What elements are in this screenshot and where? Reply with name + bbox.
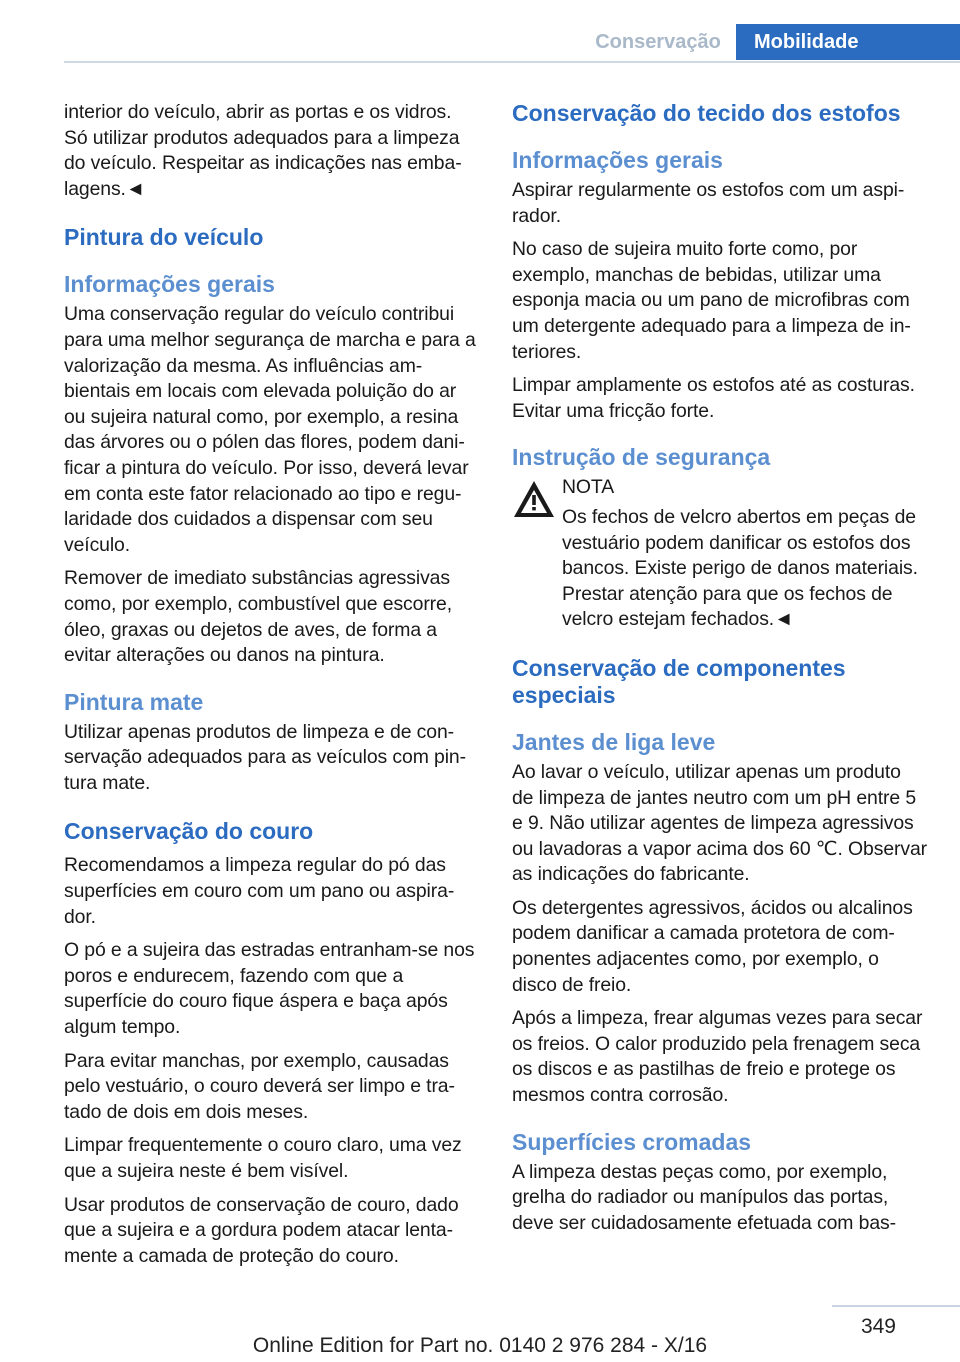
left-column: [64, 100, 479, 1277]
leather-paragraph-4: Limpar frequentemente o couro claro, uma vez que a sujeira neste é bem visível.: [64, 1134, 462, 1182]
alloy-paragraph-3: Após a limpeza, frear algumas vezes para secar os freios. O calor produzido pela frenagem seca os discos e as pastilhas de freio e protege os mesmos contra corrosão.: [512, 1007, 923, 1107]
leather-paragraph-1: Recomendamos a limpeza regular do pó das superfícies em couro com um pano ou aspirador.: [64, 854, 455, 928]
leather-paragraph-5: Usar produtos de conservação de couro, dado que a sujeira e a gordura podem atacar lentamente a camada de proteção do couro.: [64, 1193, 459, 1267]
alloy-paragraph-2: Os detergentes agressivos, ácidos ou alcalinos podem danificar a camada protetora de componentes adjacentes como, por exemplo, o disco de freio.: [512, 896, 913, 996]
fabric-paragraph-2: No caso de sujeira muito forte como, por exemplo, manchas de bebidas, utilizar uma esponja macia ou um pano de microfibras com um detergente adequado para a limpeza de interiores.: [512, 238, 911, 363]
leather-paragraph-3: Para evitar manchas, por exemplo, causadas pelo vestuário, o couro deverá ser limpo e tratado de dois em dois meses.: [64, 1049, 455, 1123]
warning-text: Os fechos de velcro abertos em peças de vestuário podem danificar os estofos dos bancos. Existe perigo de danos materiais. Prestar atenção para que os fechos de velcro estejam fechados.◄: [562, 505, 918, 631]
warning-note: [512, 475, 927, 633]
chrome-paragraph: A limpeza destas peças como, por exemplo, grelha do radiador ou manípulos das portas, deve ser cuidadosamente efetuada com bas-: [512, 1160, 896, 1234]
header-divider: [64, 61, 960, 63]
footer-edition: Online Edition for Part no. 0140 2 976 284 - X/16: [252, 1334, 708, 1357]
subheading-general-info-fabric: Informações gerais: [512, 147, 723, 173]
heading-special-components: Conservação de componentes especiais: [512, 654, 846, 708]
subheading-general-info: Informações gerais: [64, 271, 275, 298]
fabric-paragraph-3: Limpar amplamente os estofos até as costuras. Evitar uma fricção forte.: [512, 374, 915, 422]
subheading-chrome-surfaces: Superfícies cromadas: [512, 1128, 752, 1155]
subheading-matte-paint: Pintura mate: [64, 688, 204, 715]
section-tab-mobilidade: Mobilidade: [736, 24, 960, 60]
intro-paragraph: interior do veículo, abrir as portas e os vidros. Só utilizar produtos adequados para a limpeza do veículo. Respeitar as indicações nas embalagens.◄: [64, 101, 462, 200]
heading-fabric-care: Conservação do tecido dos estofos: [512, 100, 901, 126]
heading-paint: Pintura do veículo: [64, 224, 264, 251]
section-tab-conservacao: Conservação: [595, 30, 721, 53]
subheading-alloy-wheels: Jantes de liga leve: [512, 728, 716, 755]
page-header: [0, 24, 960, 60]
subheading-safety: Instrução de segurança: [512, 444, 771, 471]
alloy-paragraph-1: Ao lavar o veículo, utilizar apenas um produto de limpeza de jantes neutro com um pH entre 5 e 9. Não utilizar agentes de limpeza agressivos ou lavadoras a vapor acima dos 60 ℃. Observar as indicações do fabricante.: [512, 760, 927, 886]
paint-paragraph-1: Uma conservação regular do veículo contribui para uma melhor segurança de marcha e para a valorização da mesma. As influências ambientais em locais com elevada poluição do ar ou sujeira natural como, por exemplo, a resina das árvores ou o pólen das flores, podem danificar a pintura do veículo. Por isso, deverá levar em conta este fator relacionado ao tipo e regularidade dos cuidados a dispensar com seu veículo.: [64, 303, 476, 556]
paint-paragraph-2: Remover de imediato substâncias agressivas como, por exemplo, combustível que escorre, óleo, graxas ou dejetos de aves, de forma a evitar alterações ou danos na pintura.: [64, 567, 453, 667]
leather-paragraph-2: O pó e a sujeira das estradas entranham-se nos poros e endurecem, fazendo com que a superfície do couro fique áspera e baça após algum tempo.: [64, 939, 475, 1039]
footer-divider: [832, 1305, 960, 1307]
matte-paragraph: Utilizar apenas produtos de limpeza e de conservação adequados para as veículos com pintura mate.: [64, 720, 467, 794]
page-number: 349: [860, 1315, 896, 1338]
warning-triangle-icon: [512, 479, 556, 519]
right-column: [512, 100, 927, 1244]
warning-title: NOTA: [562, 476, 615, 499]
heading-leather-care: Conservação do couro: [64, 818, 314, 845]
fabric-paragraph-1: Aspirar regularmente os estofos com um aspirador.: [512, 179, 905, 227]
